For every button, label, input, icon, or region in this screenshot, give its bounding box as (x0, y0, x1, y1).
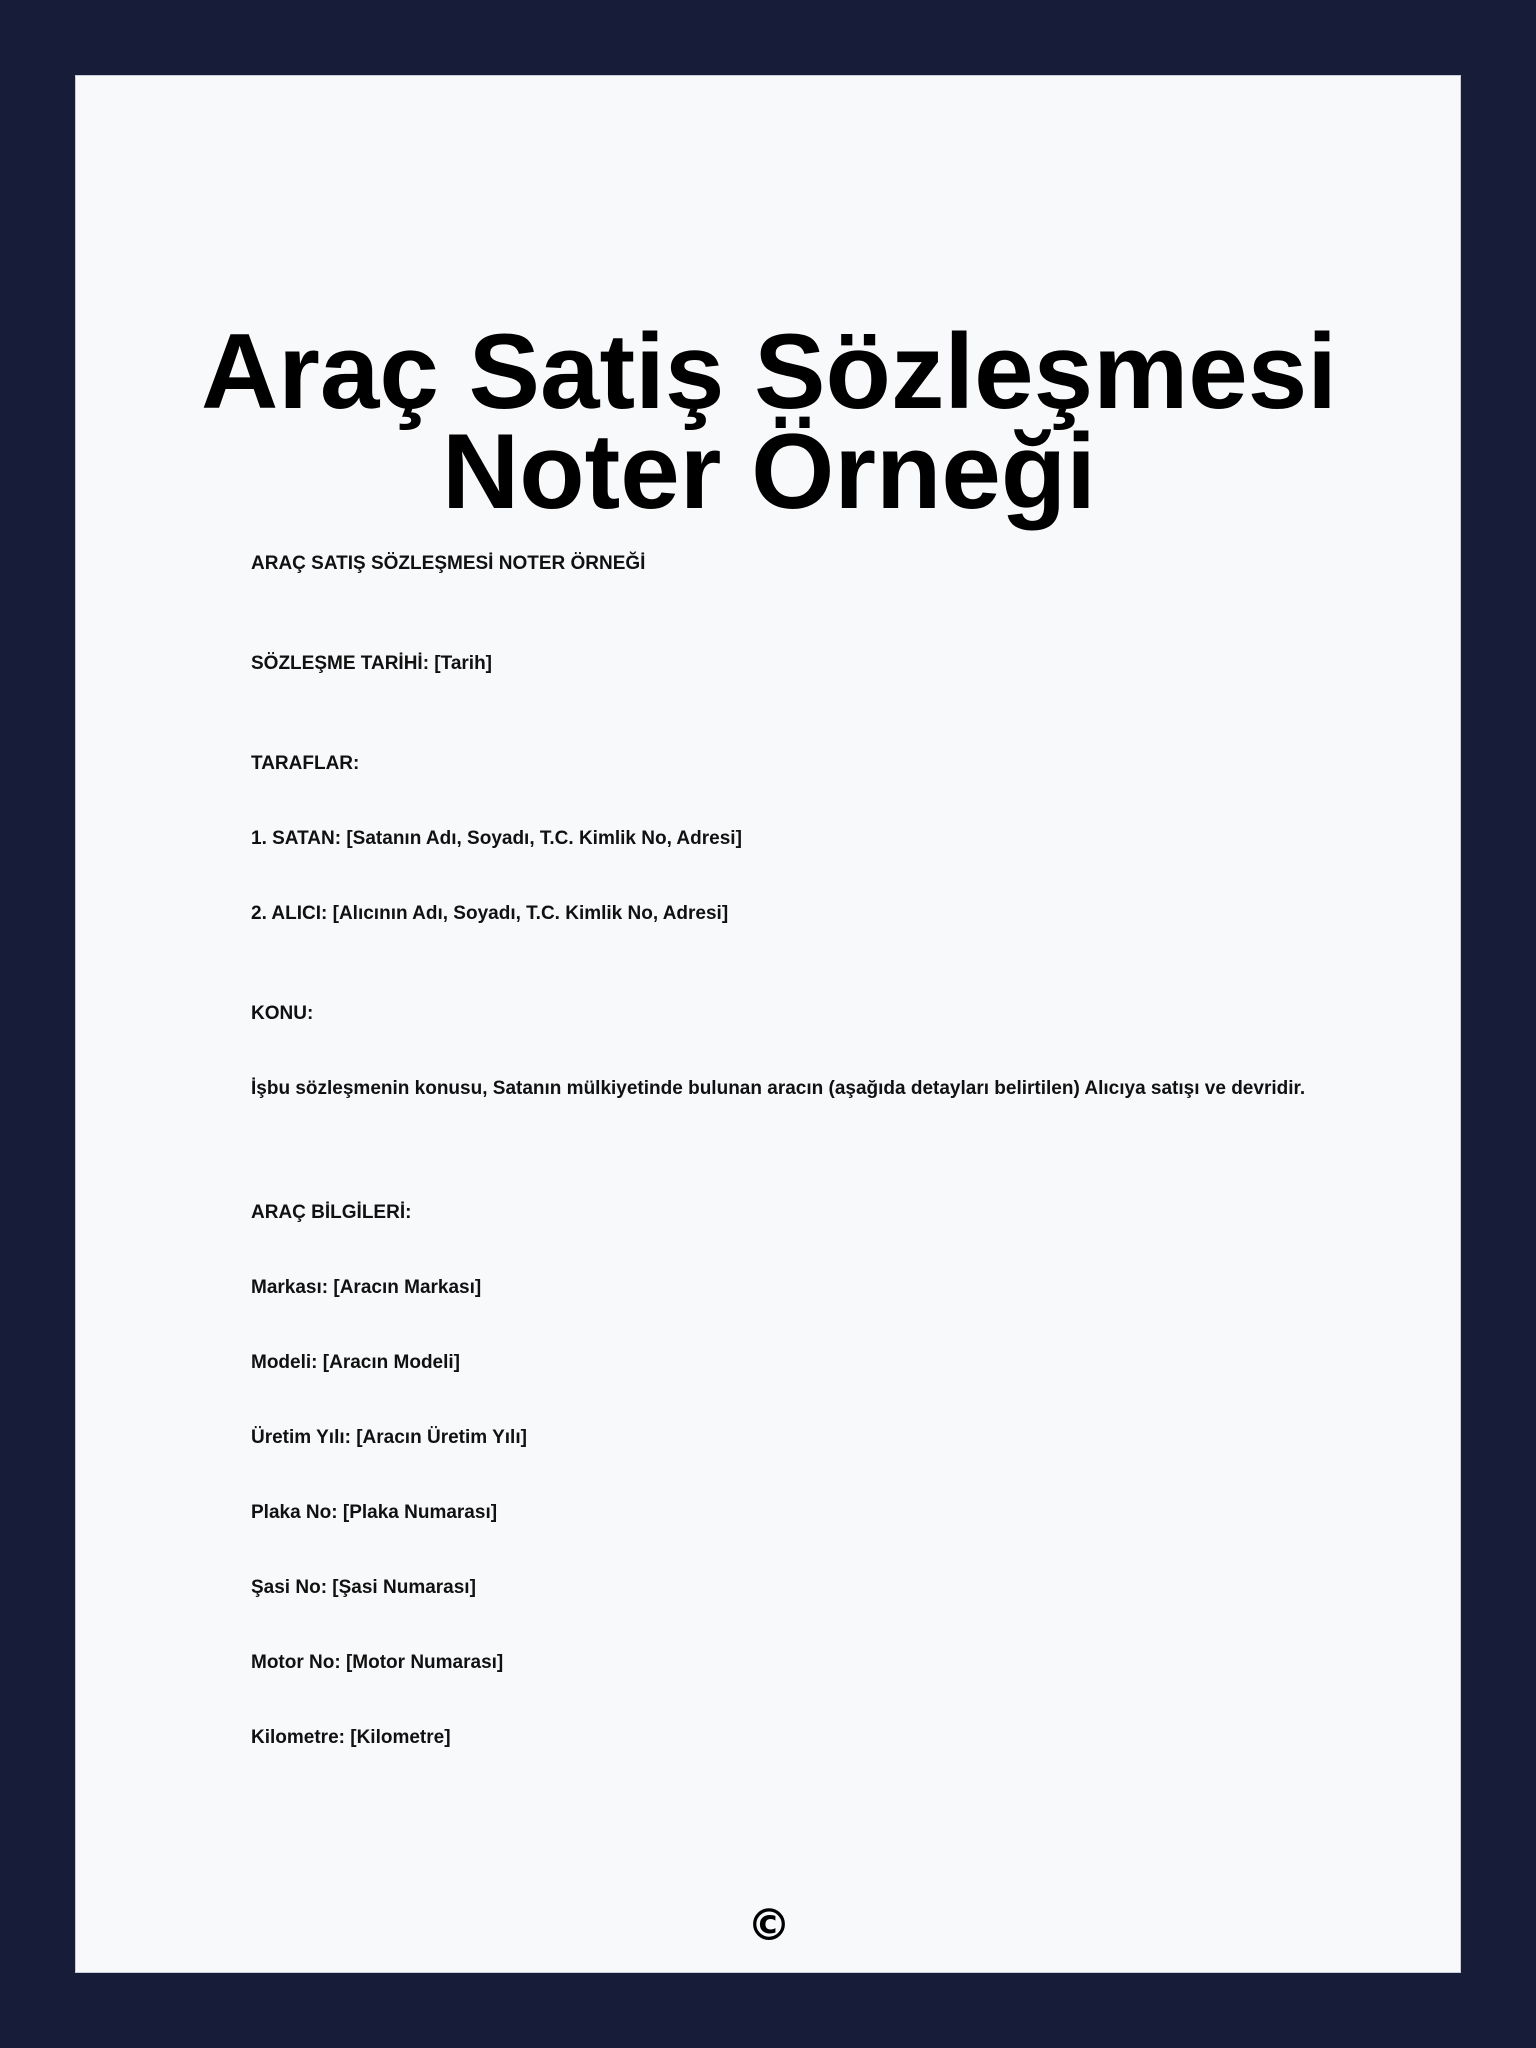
subject-heading: KONU: (251, 1003, 314, 1024)
page-title: Araç Satiş Sözleşmesi Noter Örneği (201, 311, 1337, 531)
vehicle-heading: ARAÇ BİLGİLERİ: (251, 1202, 412, 1223)
parties-heading: TARAFLAR: (251, 753, 360, 774)
vehicle-brand: Markası: [Aracın Markası] (251, 1277, 482, 1298)
contract-date: SÖZLEŞME TARİHİ: [Tarih] (251, 653, 493, 674)
vehicle-mileage: Kilometre: [Kilometre] (251, 1727, 451, 1748)
vehicle-model: Modeli: [Aracın Modeli] (251, 1352, 460, 1373)
vehicle-year: Üretim Yılı: [Aracın Üretim Yılı] (251, 1427, 527, 1448)
seller-line: 1. SATAN: [Satanın Adı, Soyadı, T.C. Kimlik No, Adresi] (251, 828, 742, 849)
copyright-icon: © (747, 1900, 791, 1951)
buyer-line: 2. ALICI: [Alıcının Adı, Soyadı, T.C. Kimlik No, Adresi] (251, 903, 729, 924)
vehicle-engine: Motor No: [Motor Numarası] (251, 1652, 504, 1673)
vehicle-chassis: Şasi No: [Şasi Numarası] (251, 1577, 476, 1598)
subject-text: İşbu sözleşmenin konusu, Satanın mülkiyetinde bulunan aracın (aşağıda detayları belirtilen) Alıcıya satışı ve devridir. (251, 1078, 1306, 1099)
document-page (75, 75, 1461, 1973)
vehicle-plate: Plaka No: [Plaka Numarası] (251, 1502, 498, 1523)
contract-heading: ARAÇ SATIŞ SÖZLEŞMESİ NOTER ÖRNEĞİ (251, 553, 646, 574)
